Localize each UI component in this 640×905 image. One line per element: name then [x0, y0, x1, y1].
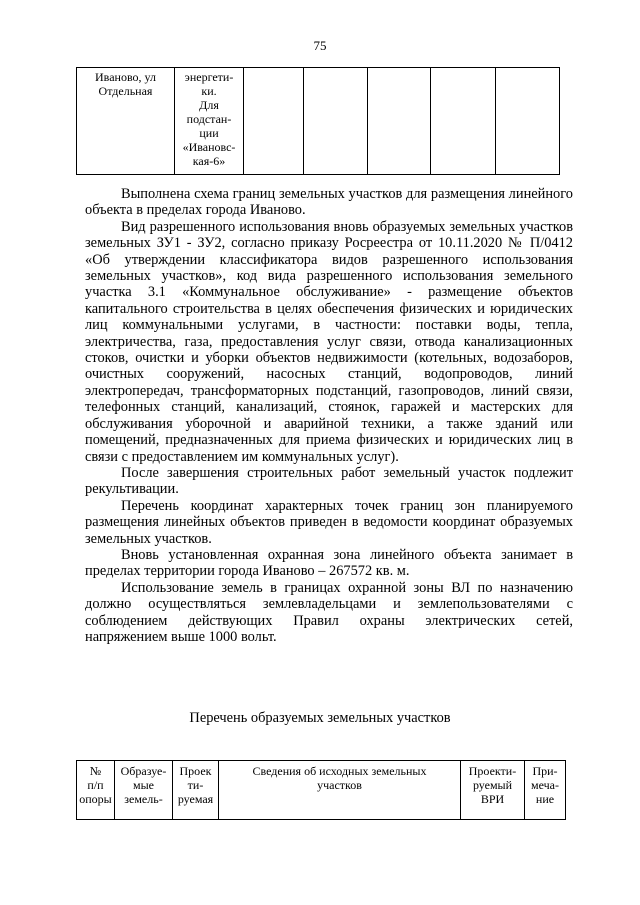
- header-cell-notes: [525, 761, 566, 820]
- header-line: руемая: [177, 792, 214, 806]
- body-text: [85, 186, 573, 645]
- paragraph: Вновь установленная охранная зона линейного объекта занимает в пределах территории города Иваново – 267572 кв. м.: [85, 546, 573, 580]
- parcels-table: [76, 760, 566, 820]
- empty-cell: [496, 68, 560, 175]
- paragraph: Перечень координат характерных точек границ зон планируемого размещения линейных объектов приведен в ведомости координат образуемых земельных участков.: [85, 497, 573, 547]
- page-number: 75: [313, 38, 327, 53]
- header-cell-formed-parcels: [115, 761, 173, 820]
- header-cell-source-parcels: [219, 761, 461, 820]
- header-cell-projected: [173, 761, 219, 820]
- header-line: ние: [535, 792, 555, 806]
- header-line: ВРИ: [480, 792, 505, 806]
- purpose-line: энергети-: [184, 70, 234, 84]
- purpose-line: ции: [199, 126, 219, 140]
- header-line: При-: [532, 764, 558, 778]
- header-line: Проек: [179, 764, 212, 778]
- purpose-line: ки.: [201, 84, 217, 98]
- paragraph: Вид разрешенного использования вновь образуемых земельных участков земельных ЗУ1 - ЗУ2, согласно приказу Росреестра от 10.11.2020 № П/0412 «Об утверждении классификатора видов разрешенного использования земельных участков», код вида разрешенного использования земельного участка 3.1 «Коммунальное обслуживание» - размещение объектов капитального строительства в целях обеспечения физических и юридических лиц коммунальными услугами, в частности: поставки воды, тепла, электричества, газа, предоставления услуг связи, отвода канализационных стоков, очистки и уборки объектов недвижимости (котельных, водозаборов, очистных сооружений, насосных станций, водопроводов, линий электропередач, трансформаторных подстанций, газопроводов, линий связи, телефонных станций, канализаций, стоянок, гаражей и мастерских для обслуживания уборочной и аварийной техники, а также зданий или помещений, предназначенных для приема физических и юридических лиц в связи с предоставлением им коммунальных услуг).: [85, 218, 573, 465]
- paragraph: После завершения строительных работ земельный участок подлежит рекультивации.: [85, 464, 573, 498]
- purpose-line: «Ивановс-: [182, 140, 236, 154]
- header-line: земель-: [124, 792, 163, 806]
- header-line: опоры: [79, 792, 112, 806]
- purpose-line: Для: [199, 98, 219, 112]
- paragraph: Использование земель в границах охранной зоны ВЛ по назначению должно осуществляться землевладельцами и землепользователями с соблюдением действующих Правил охраны электрических сетей, напряжением выше 1000 вольт.: [85, 579, 573, 645]
- header-line: Образуе-: [120, 764, 167, 778]
- location-cell: [77, 68, 175, 175]
- header-line: ти-: [187, 778, 204, 792]
- header-line: п/п: [87, 778, 104, 792]
- empty-cell: [368, 68, 431, 175]
- purpose-line: подстан-: [186, 112, 232, 126]
- header-line: меча-: [531, 778, 559, 792]
- purpose-line: кая-6»: [192, 154, 226, 168]
- paragraph: Выполнена схема границ земельных участков для размещения линейного объекта в пределах города Иваново.: [85, 186, 573, 219]
- empty-cell: [244, 68, 304, 175]
- list-title: Перечень образуемых земельных участков: [189, 710, 451, 726]
- empty-cell: [431, 68, 496, 175]
- header-cell-support-number: [77, 761, 115, 820]
- table-row: [77, 68, 560, 175]
- header-line: Сведения об исходных земельных: [252, 764, 427, 778]
- location-line: Иваново, ул: [95, 70, 156, 84]
- header-line: мые: [133, 778, 154, 792]
- continuation-table: [76, 67, 560, 175]
- empty-cell: [304, 68, 368, 175]
- header-cell-projected-vri: [461, 761, 525, 820]
- location-line: Отдельная: [98, 84, 153, 98]
- header-line: руемый: [472, 778, 513, 792]
- header-line: №: [89, 764, 102, 778]
- header-line: участков: [317, 778, 362, 792]
- purpose-cell: [175, 68, 244, 175]
- header-line: Проекти-: [468, 764, 517, 778]
- table-header-row: [77, 761, 566, 820]
